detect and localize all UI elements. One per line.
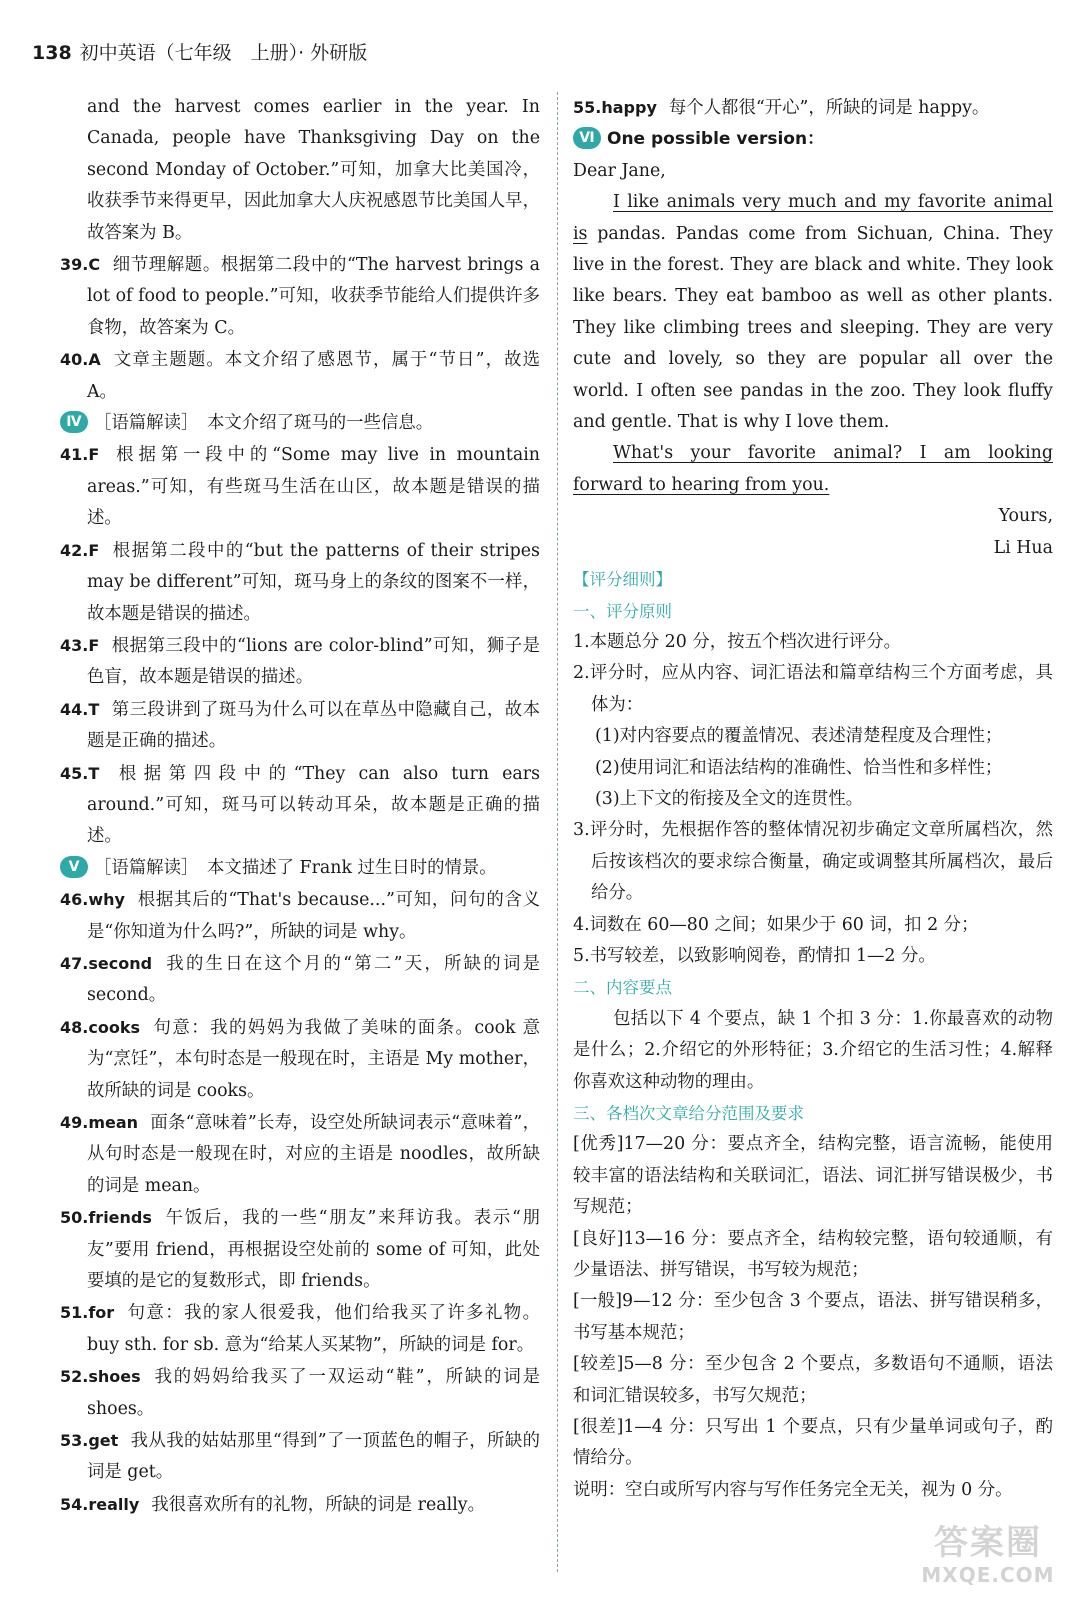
answer-number: 53.get [60,1431,119,1451]
section-heading [60,408,540,439]
answer-item-55 [573,92,1053,124]
answer-explanation: 我的妈妈给我买了一双运动“鞋”，所缺的词是 shoes。 [87,1367,540,1419]
answer-explanation: 根据第一段中的“Some may live in mountain areas.”可知，有些斑马生活在山区，故本题是错误的描述。 [87,445,540,529]
letter-body: pandas. Pandas come from Sichuan, China. They live in the forest. They are black and white. They look like bears. They eat bamboo as well as other plants. They like climbing trees and sleeping. They are very cute and lovely, so they are popular all over the world. I often see pandas in the zoo. They look fluffy and gentle. That is why I love them. [573,223,1053,433]
answer-item [60,694,540,758]
answer-number: 45.T [60,763,100,783]
answer-number: 55.happy [573,98,657,117]
answer-explanation: 细节理解题。根据第二段中的“The harvest brings a lot of food to people.”可知，收获季节能给人们提供许多食物，故答案为 C。 [87,255,540,338]
answer-number: 48.cooks [60,1017,140,1037]
answer-number: 50.friends [60,1208,152,1228]
section-badge-icon: Ⅵ [573,127,601,149]
grade-excellent: [优秀]17—20 分：要点齐全，结构完整，语言流畅，能使用较丰富的语法结构和关联词汇，语法、词汇拼写错误极少，书写规范； [573,1134,1053,1218]
answer-number: 40.A [60,350,101,370]
rubric-heading-1: 一、评分原则 [573,601,672,621]
answer-number: 39.C [60,255,101,275]
subrule-1: (1)对内容要点的覆盖情况、表述清楚程度及合理性； [595,726,1003,747]
section-heading [60,853,540,884]
grade-poor: [较差]5—8 分：至少包含 2 个要点，多数语句不通顺，语法和词汇错误较多，书写欠规范； [573,1354,1053,1406]
rubric-heading-3: 三、各档次文章给分范围及要求 [573,1104,804,1123]
letter-signature: Li Hua [993,537,1053,558]
letter-salutation: Dear Jane, [573,160,666,181]
answer-item [60,249,540,344]
answer-item [60,1425,540,1489]
section-title: ［语篇解读］ 本文介绍了斑马的一些信息。 [94,413,434,434]
section-6-heading [573,124,1053,155]
grade-very-poor: [很差]1—4 分：只写出 1 个要点，只有少量单词或句子，酌情给分。 [573,1417,1053,1469]
answer-explanation: 我从我的姑姑那里“得到”了一顶蓝色的帽子，所缺的词是 get。 [87,1431,540,1483]
answer-number: 54.really [60,1494,140,1514]
answer-explanation: 根据第四段中的“They can also turn ears around.”可知，斑马可以转动耳朵，故本题是正确的描述。 [87,763,540,847]
answer-item [60,344,540,408]
answer-explanation: 根据第二段中的“but the patterns of their stripes may be different”可知，斑马身上的条纹的图案不一样，故本题是错误的描述。 [87,540,540,624]
answer-explanation: 根据第三段中的“lions are color-blind”可知，狮子是色盲，故本题是错误的描述。 [87,635,540,688]
answer-explanation: 午饭后，我的一些“朋友”来拜访我。表示“朋友”要用 friend，再根据设空处前的 some of 可知，此处要填的是它的复数形式，即 friends。 [87,1208,540,1292]
rule-5: 5.书写较差，以致影响阅卷，酌情扣 1—2 分。 [573,945,936,966]
answer-number: 44.T [60,699,100,719]
watermark-logo [913,1522,1063,1592]
answer-explanation: 文章主题题。本文介绍了感恩节，属于“节日”，故选 A。 [87,350,540,402]
answer-item [60,1202,540,1297]
rubric-heading-2: 二、内容要点 [573,978,672,998]
section-badge-icon: Ⅴ [60,856,88,878]
watermark-url: MXQE.COM [921,1563,1055,1587]
answer-item [60,439,540,534]
section-badge-icon: Ⅳ [60,411,88,433]
answer-explanation: 根据其后的“That's because...”可知，问句的含义是“你知道为什么吗?”，所缺的词是 why。 [87,890,540,942]
answer-item [60,1297,540,1361]
grade-average: [一般]9—12 分：至少包含 3 个要点，语法、拼写错误稍多，书写基本规范； [573,1291,1053,1343]
answer-item [60,948,540,1012]
left-column [60,92,540,1521]
answer-item [60,1012,540,1107]
answer-continuation: and the harvest comes earlier in the year. In Canada, people have Thanksgiving Day on the second Monday of October.”可知，加拿大比美国冷，收获季节来得更早，因此加拿大人庆祝感恩节比美国人早，故答案为 B。 [87,97,540,243]
answer-number: 43.F [60,635,100,655]
page-number: 138 [32,42,72,64]
answer-number: 42.F [60,540,100,560]
answer-item [60,1361,540,1425]
content-points: 包括以下 4 个要点，缺 1 个扣 3 分：1.你最喜欢的动物是什么；2.介绍它的外形特征；3.介绍它的生活习性；4.解释你喜欢这种动物的理由。 [573,1008,1053,1092]
underlined-topic-sentence: I like animals very much and my favorite animal is [573,192,1053,244]
answer-item [60,630,540,694]
subrule-2: (2)使用词汇和语法结构的准确性、恰当性和多样性； [595,757,1003,778]
rubric-note: 说明：空白或所写内容与写作任务完全无关，视为 0 分。 [573,1479,1013,1500]
answer-number: 47.second [60,953,153,973]
answer-explanation: 句意：我的家人很爱我，他们给我买了许多礼物。buy sth. for sb. 意为“给某人买某物”，所缺的词是 for。 [87,1303,540,1355]
rule-1: 1.本题总分 20 分，按五个档次进行评分。 [573,631,902,652]
underlined-closing-sentence: What's your favorite animal? I am looking forward to hearing from you. [573,443,1053,495]
answer-number: 49.mean [60,1113,139,1132]
section-title: ［语篇解读］ 本文描述了 Frank 过生日时的情景。 [94,857,497,878]
answer-item [60,1489,540,1521]
answer-number: 51.for [60,1303,115,1323]
answer-item [60,758,540,853]
answer-item [60,884,540,948]
section-title: One possible version： [607,129,825,150]
answer-item [60,1107,540,1202]
answer-explanation: 面条“意味着”长寿，设空处所缺词表示“意味着”，从句时态是一般现在时，对应的主语是 noodles，故所缺的词是 mean。 [87,1113,540,1196]
rule-3: 3.评分时，先根据作答的整体情况初步确定文章所属档次，然后按该档次的要求综合衡量，确定或调整其所属档次，最后给分。 [573,820,1053,904]
grade-good: [良好]13—16 分：要点齐全，结构较完整，语句较通顺，有少量语法、拼写错误，书写较为规范； [573,1228,1053,1281]
answer-explanation: 第三段讲到了斑马为什么可以在草丛中隐藏自己，故本题是正确的描述。 [87,699,540,752]
answer-explanation: 句意：我的妈妈为我做了美味的面条。cook 意为“烹饪”，本句时态是一般现在时，主语是 My mother，故所缺的词是 cooks。 [87,1017,540,1101]
rule-4: 4.词数在 60—80 之间；如果少于 60 词，扣 2 分； [573,914,979,935]
right-column [573,92,1053,1506]
answer-explanation: 我的生日在这个月的“第二”天，所缺的词是 second。 [87,953,540,1006]
answer-explanation: 我很喜欢所有的礼物，所缺的词是 really。 [151,1494,485,1515]
answer-item [60,535,540,630]
letter-paragraph-2 [573,438,1053,501]
rule-2: 2.评分时，应从内容、词汇语法和篇章结构三个方面考虑，具体为： [573,663,1053,715]
book-title: 初中英语（七年级 上册）· 外研版 [79,42,368,64]
answer-number: 46.why [60,890,125,910]
column-divider [557,92,558,1572]
answer-number: 41.F [60,445,100,465]
rubric-title: 【评分细则】 [573,570,672,590]
page-header [32,38,367,70]
letter-paragraph-1 [573,187,1053,438]
letter-closing: Yours, [998,506,1053,527]
subrule-3: (3)上下文的衔接及全文的连贯性。 [595,788,864,809]
answer-explanation: 每个人都很“开心”，所缺的词是 happy。 [668,98,990,118]
watermark-text: 答案圈 [934,1523,1042,1563]
answer-number: 52.shoes [60,1367,141,1387]
